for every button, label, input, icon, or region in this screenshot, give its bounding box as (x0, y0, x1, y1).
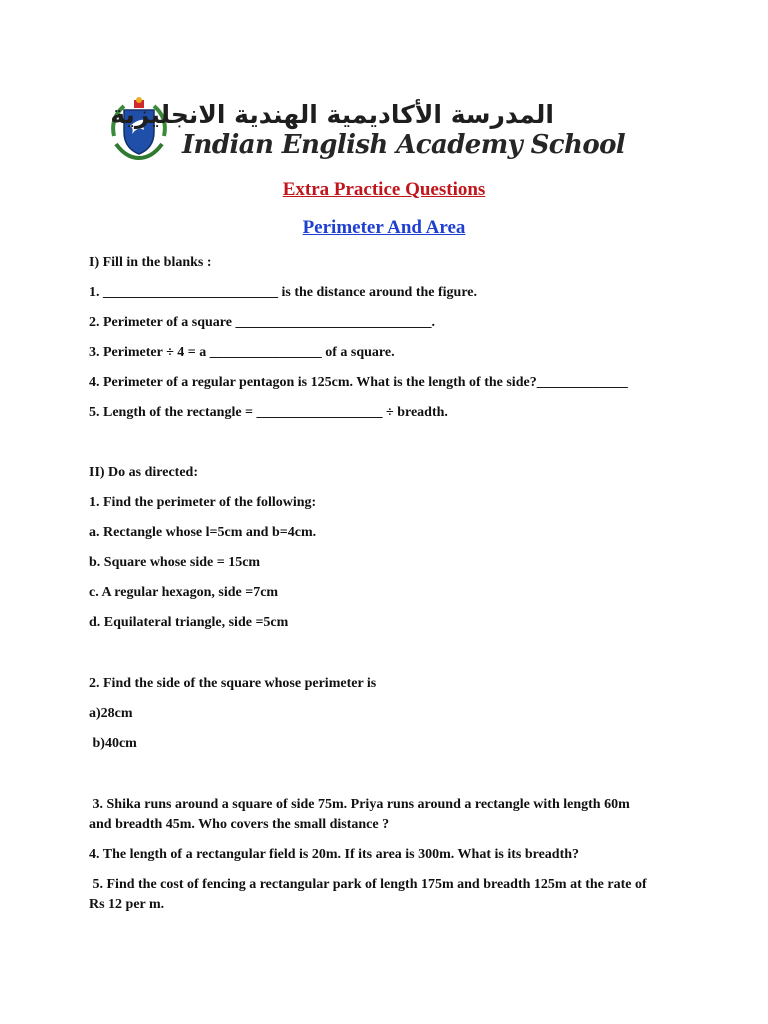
school-name-arabic: المدرسة الأكاديمية الهندية الانجليزية (110, 100, 554, 129)
school-name-english: Indian English Academy School (182, 130, 626, 160)
question-1: 1. Find the perimeter of the following: (89, 495, 317, 510)
question-2a: a)28cm (89, 706, 133, 721)
topic-title: Perimeter And Area (302, 217, 466, 238)
question-5: 5. Find the cost of fencing a rectangular park of length 175m and breadth 125m at the rate of Rs 12 per m. (89, 877, 651, 912)
fill-blank-2: 2. Perimeter of a square ____________________________. (89, 315, 435, 330)
fill-blank-3: 3. Perimeter ÷ 4 = a ________________ of a square. (89, 345, 395, 360)
fill-blank-1: 1. _________________________ is the distance around the figure. (89, 285, 477, 300)
question-1a: a. Rectangle whose l=5cm and b=4cm. (89, 525, 317, 540)
fill-blank-4: 4. Perimeter of a regular pentagon is 125cm. What is the length of the side?_____________ (89, 375, 628, 390)
question-2: 2. Find the side of the square whose perimeter is (89, 676, 377, 691)
question-1b: b. Square whose side = 15cm (89, 555, 261, 570)
school-header (104, 96, 626, 166)
question-1d: d. Equilateral triangle, side =5cm (89, 615, 289, 630)
page-title: Extra Practice Questions (282, 179, 486, 200)
fill-blank-5: 5. Length of the rectangle = __________________ ÷ breadth. (89, 405, 448, 420)
question-1c: c. A regular hexagon, side =7cm (89, 585, 279, 600)
question-4: 4. The length of a rectangular field is 20m. If its area is 300m. What is its breadth? (89, 847, 580, 862)
question-3: 3. Shika runs around a square of side 75m. Priya runs around a rectangle with length 60m and breadth 45m. Who covers the small distance ? (89, 797, 634, 832)
question-2b: b)40cm (89, 736, 137, 751)
section2-heading: II) Do as directed: (89, 465, 199, 480)
section1-heading: I) Fill in the blanks : (89, 255, 212, 270)
